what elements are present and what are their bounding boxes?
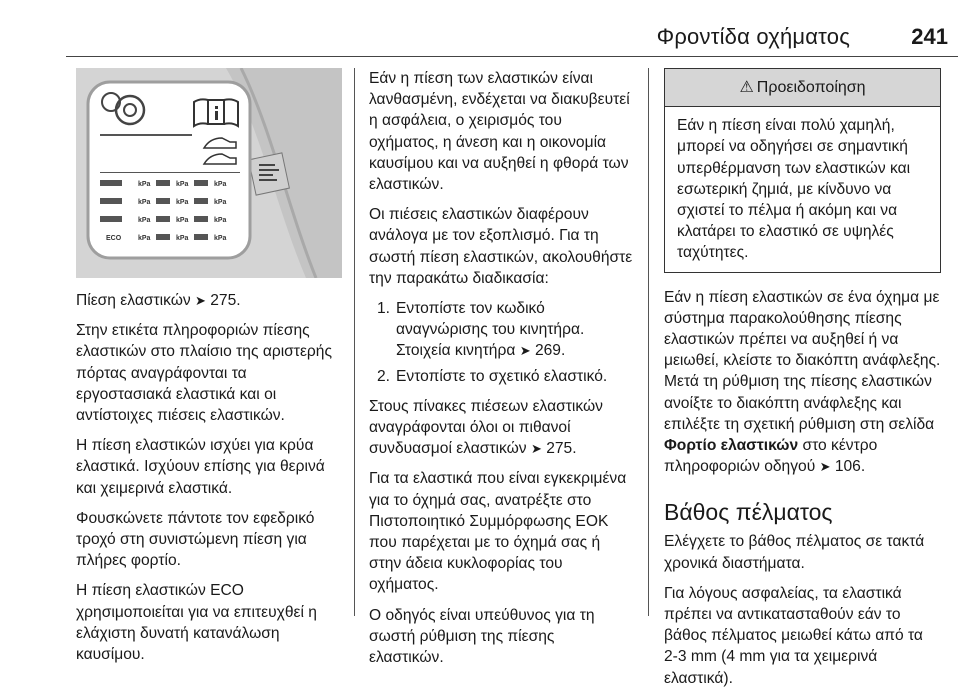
- column-left: [76, 68, 342, 674]
- paragraph: Φουσκώνετε πάντοτε τον εφεδρικό τροχό στη συνιστώμενη πίεση για πλήρες φορτίο.: [76, 509, 315, 570]
- paragraph: Εάν η πίεση των ελαστικών είναι λανθασμένη, ενδέχεται να διακυβευτεί η ασφάλεια, ο χειρισμός του οχήματος, η άνεση και η οικονομία καυσίμου και να αυξηθεί η φθορά των ελαστικών.: [369, 70, 630, 194]
- page-ref-link[interactable]: 269.: [534, 342, 566, 360]
- paragraph: Στην ετικέτα πληροφοριών πίεσης ελαστικών στο πλαίσιο της αριστερής πόρτας αναγράφονται τα εργοστασιακά ελαστικά και οι αντίστοιχες πιέσεις ελαστικών.: [76, 322, 332, 425]
- paragraph: Για λόγους ασφαλείας, τα ελαστικά πρέπει να αντικατασταθούν εάν το βάθος πέλματος μειωθεί κάτω από τα 2-3 mm (4 mm για τα χειμερινά ελαστικά).: [664, 584, 923, 687]
- column-divider: [354, 68, 355, 616]
- procedure-steps: [369, 298, 633, 387]
- door-pillar-illustration: [76, 68, 342, 278]
- svg-text:kPa: kPa: [214, 217, 227, 224]
- warning-body: Εάν η πίεση είναι πολύ χαμηλή, μπορεί να οδηγήσει σε σημαντική υπερθέρμανση των ελαστικών και εσωτερική ζημιά, με κίνδυνο να σχιστεί το πέλμα ή ακόμη και να κλατάρει το ελαστικό σε υψηλές ταχύτητες.: [677, 117, 911, 262]
- page-header: [66, 0, 958, 56]
- tire-pressure-label-figure: [76, 68, 342, 278]
- svg-text:kPa: kPa: [214, 181, 227, 188]
- warning-box: [664, 68, 941, 273]
- svg-text:kPa: kPa: [176, 181, 189, 188]
- step-item: 2. Εντοπίστε το σχετικό ελαστικό.: [377, 367, 608, 385]
- reference-arrow-icon: ➤: [530, 441, 542, 457]
- svg-text:kPa: kPa: [138, 217, 151, 224]
- reference-arrow-icon: ➤: [519, 343, 531, 359]
- column-middle: [369, 68, 633, 677]
- svg-text:kPa: kPa: [176, 199, 189, 206]
- page-ref-link[interactable]: 106.: [834, 458, 866, 476]
- paragraph: Ο οδηγός είναι υπεύθυνος για τη σωστή ρύθμιση της πίεσης ελαστικών.: [369, 606, 595, 667]
- svg-text:kPa: kPa: [214, 199, 227, 206]
- page-number: 241: [911, 24, 948, 49]
- paragraph: Για τα ελαστικά που είναι εγκεκριμένα για το όχημά σας, ανατρέξτε στο Πιστοποιητικό Συμμόρφωσης ΕΟΚ που παρέχεται με το όχημά σας ή στην άδεια κυκλοφορίας του οχήματος.: [369, 470, 627, 594]
- svg-text:ECO: ECO: [106, 235, 122, 242]
- paragraph: Ελέγχετε το βάθος πέλματος σε τακτά χρονικά διαστήματα.: [664, 533, 925, 572]
- page-ref-link[interactable]: 275.: [546, 440, 577, 458]
- menu-setting-name: Φορτίο ελαστικών: [664, 437, 799, 455]
- svg-text:kPa: kPa: [138, 199, 151, 206]
- reference-arrow-icon: ➤: [819, 459, 831, 475]
- page-ref-link[interactable]: 275.: [210, 292, 241, 309]
- warning-title: Προειδοποίηση: [756, 79, 866, 96]
- paragraph: Η πίεση ελαστικών ισχύει για κρύα ελαστικά. Ισχύουν επίσης για θερινά και χειμερινά ελαστικά.: [76, 437, 325, 497]
- column-right: [664, 68, 941, 698]
- warning-icon: ⚠: [739, 79, 754, 96]
- paragraph: Οι πιέσεις ελαστικών διαφέρουν ανάλογα με τον εξοπλισμό. Για τη σωστή πίεση ελαστικών, ακολουθήστε την παρακάτω διαδικασία:: [369, 206, 633, 287]
- warning-header: [665, 69, 940, 107]
- header-rule: [66, 56, 958, 57]
- section-title: Βάθος πέλματος: [664, 499, 833, 526]
- svg-text:kPa: kPa: [138, 235, 151, 242]
- reference-arrow-icon: ➤: [195, 293, 206, 308]
- paragraph: Εάν η πίεση ελαστικών σε ένα όχημα με σύστημα παρακολούθησης πίεσης ελαστικών πρέπει να αυξηθεί ή να μειωθεί, κλείστε το διακόπτη ανάφλεξης. Μετά τη ρύθμιση της πίεσης ελαστικών ανοίξτε το διακόπτη ανάφλεξης και επιλέξτε τη σχετική ρύθμιση στη σελίδα Φορτίο ελαστικών στο κέντρο πληροφοριών οδηγού ➤ 106.: [664, 288, 941, 476]
- chapter-title: Φροντίδα οχήματος: [656, 24, 850, 49]
- figure-caption: Πίεση ελαστικών ➤ 275.: [76, 292, 241, 309]
- svg-text:kPa: kPa: [214, 235, 227, 242]
- svg-text:kPa: kPa: [176, 217, 189, 224]
- svg-text:kPa: kPa: [176, 235, 189, 242]
- svg-text:kPa: kPa: [138, 181, 151, 188]
- step-item: 1. Εντοπίστε τον κωδικό αναγνώρισης του κινητήρα. Στοιχεία κινητήρα ➤ 269.: [377, 300, 585, 360]
- paragraph: Στους πίνακες πιέσεων ελαστικών αναγράφονται όλοι οι πιθανοί συνδυασμοί ελαστικών ➤ 275.: [369, 397, 603, 458]
- paragraph: Η πίεση ελαστικών ECO χρησιμοποιείται για να επιτευχθεί η ελάχιστη δυνατή κατανάλωση καυσίμου.: [76, 582, 317, 664]
- column-divider: [648, 68, 649, 616]
